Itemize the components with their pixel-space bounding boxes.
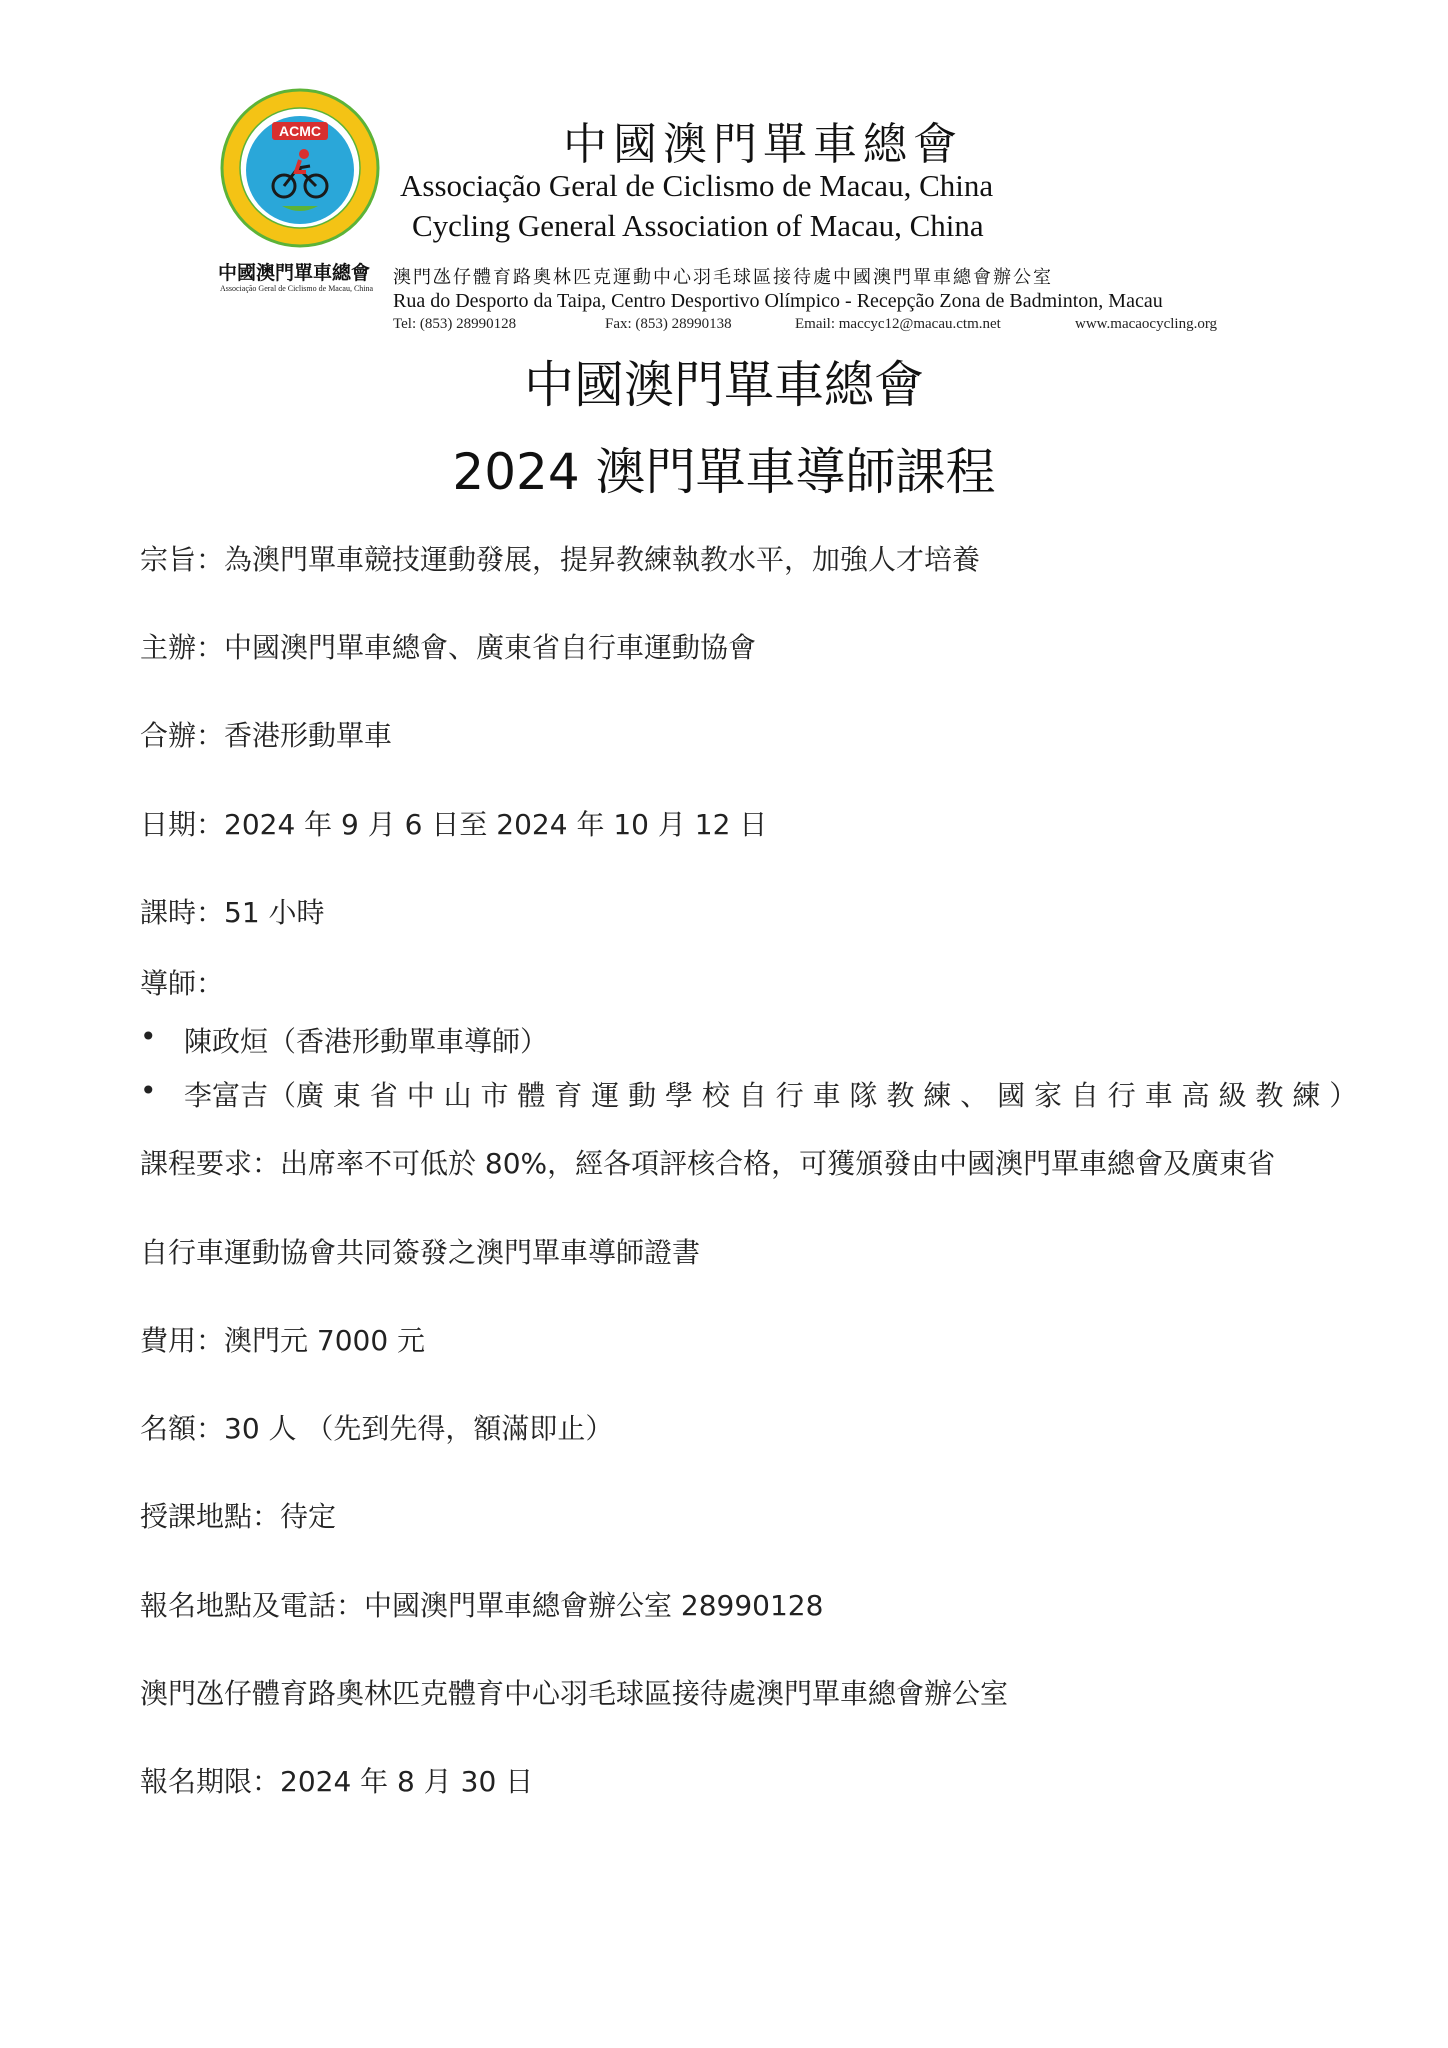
instructor-item: 李富吉（廣 東 省 中 山 市 體 育 運 動 學 校 自 行 車 隊 教 練 、 國 家 自 行 車 高 級 教 練 ） xyxy=(184,1079,1358,1112)
bullet-dot: • xyxy=(140,1074,157,1107)
requirements-line-1: 課程要求：出席率不可低於 80%，經各項評核合格，可獲頒發由中國澳門單車總會及廣東省 xyxy=(140,1147,1276,1180)
instructors-label: 導師： xyxy=(140,967,225,1000)
dates-line: 日期：2024 年 9 月 6 日至 2024 年 10 月 12 日 xyxy=(140,808,768,841)
email: Email: maccyc12@macau.ctm.net xyxy=(795,316,1001,332)
requirements-line-2: 自行車運動協會共同簽發之澳門單車導師證書 xyxy=(140,1236,701,1269)
bullet-dot: • xyxy=(140,1020,157,1053)
organizer-line: 主辦：中國澳門單車總會、廣東省自行車運動協會 xyxy=(140,631,757,664)
deadline-line: 報名期限：2024 年 8 月 30 日 xyxy=(140,1765,534,1798)
logo-caption-zh: 中國澳門單車總會 xyxy=(218,262,371,284)
doc-title-course: 2024 澳門單車導師課程 xyxy=(452,443,996,501)
address-pt: Rua do Desporto da Taipa, Centro Desportivo Olímpico - Recepção Zona de Badminton, Macau xyxy=(393,290,1163,312)
co-organizer-line: 合辦：香港形動單車 xyxy=(140,719,393,752)
website: www.macaocycling.org xyxy=(1075,316,1218,332)
instructor-item: 陳政烜（香港形動單車導師） xyxy=(184,1025,549,1058)
acmc-logo xyxy=(220,88,380,248)
org-name-pt: Associação Geral de Ciclismo de Macau, China xyxy=(400,168,994,203)
hours-line: 課時：51 小時 xyxy=(140,896,325,929)
logo-caption-pt: Associação Geral de Ciclismo de Macau, China xyxy=(220,284,374,293)
org-name-zh: 中國澳門單車總會 xyxy=(563,119,963,170)
venue-line: 授課地點：待定 xyxy=(140,1500,337,1533)
purpose-line: 宗旨：為澳門單車競技運動發展，提昇教練執教水平，加強人才培養 xyxy=(140,543,981,576)
doc-title-org: 中國澳門單車總會 xyxy=(524,356,924,414)
fee-line: 費用：澳門元 7000 元 xyxy=(140,1324,426,1357)
registration-address-line: 澳門氹仔體育路奧林匹克體育中心羽毛球區接待處澳門單車總會辦公室 xyxy=(140,1677,1009,1710)
tel: Tel: (853) 28990128 xyxy=(393,316,517,332)
org-name-en: Cycling General Association of Macau, China xyxy=(412,208,984,243)
address-zh: 澳門氹仔體育路奧林匹克運動中心羽毛球區接待處中國澳門單車總會辦公室 xyxy=(393,267,1053,288)
fax: Fax: (853) 28990138 xyxy=(605,316,732,332)
logo-badge-text: ACMC xyxy=(279,123,321,139)
registration-line: 報名地點及電話：中國澳門單車總會辦公室 28990128 xyxy=(140,1589,824,1622)
quota-line: 名額：30 人 （先到先得，額滿即止） xyxy=(140,1412,614,1445)
